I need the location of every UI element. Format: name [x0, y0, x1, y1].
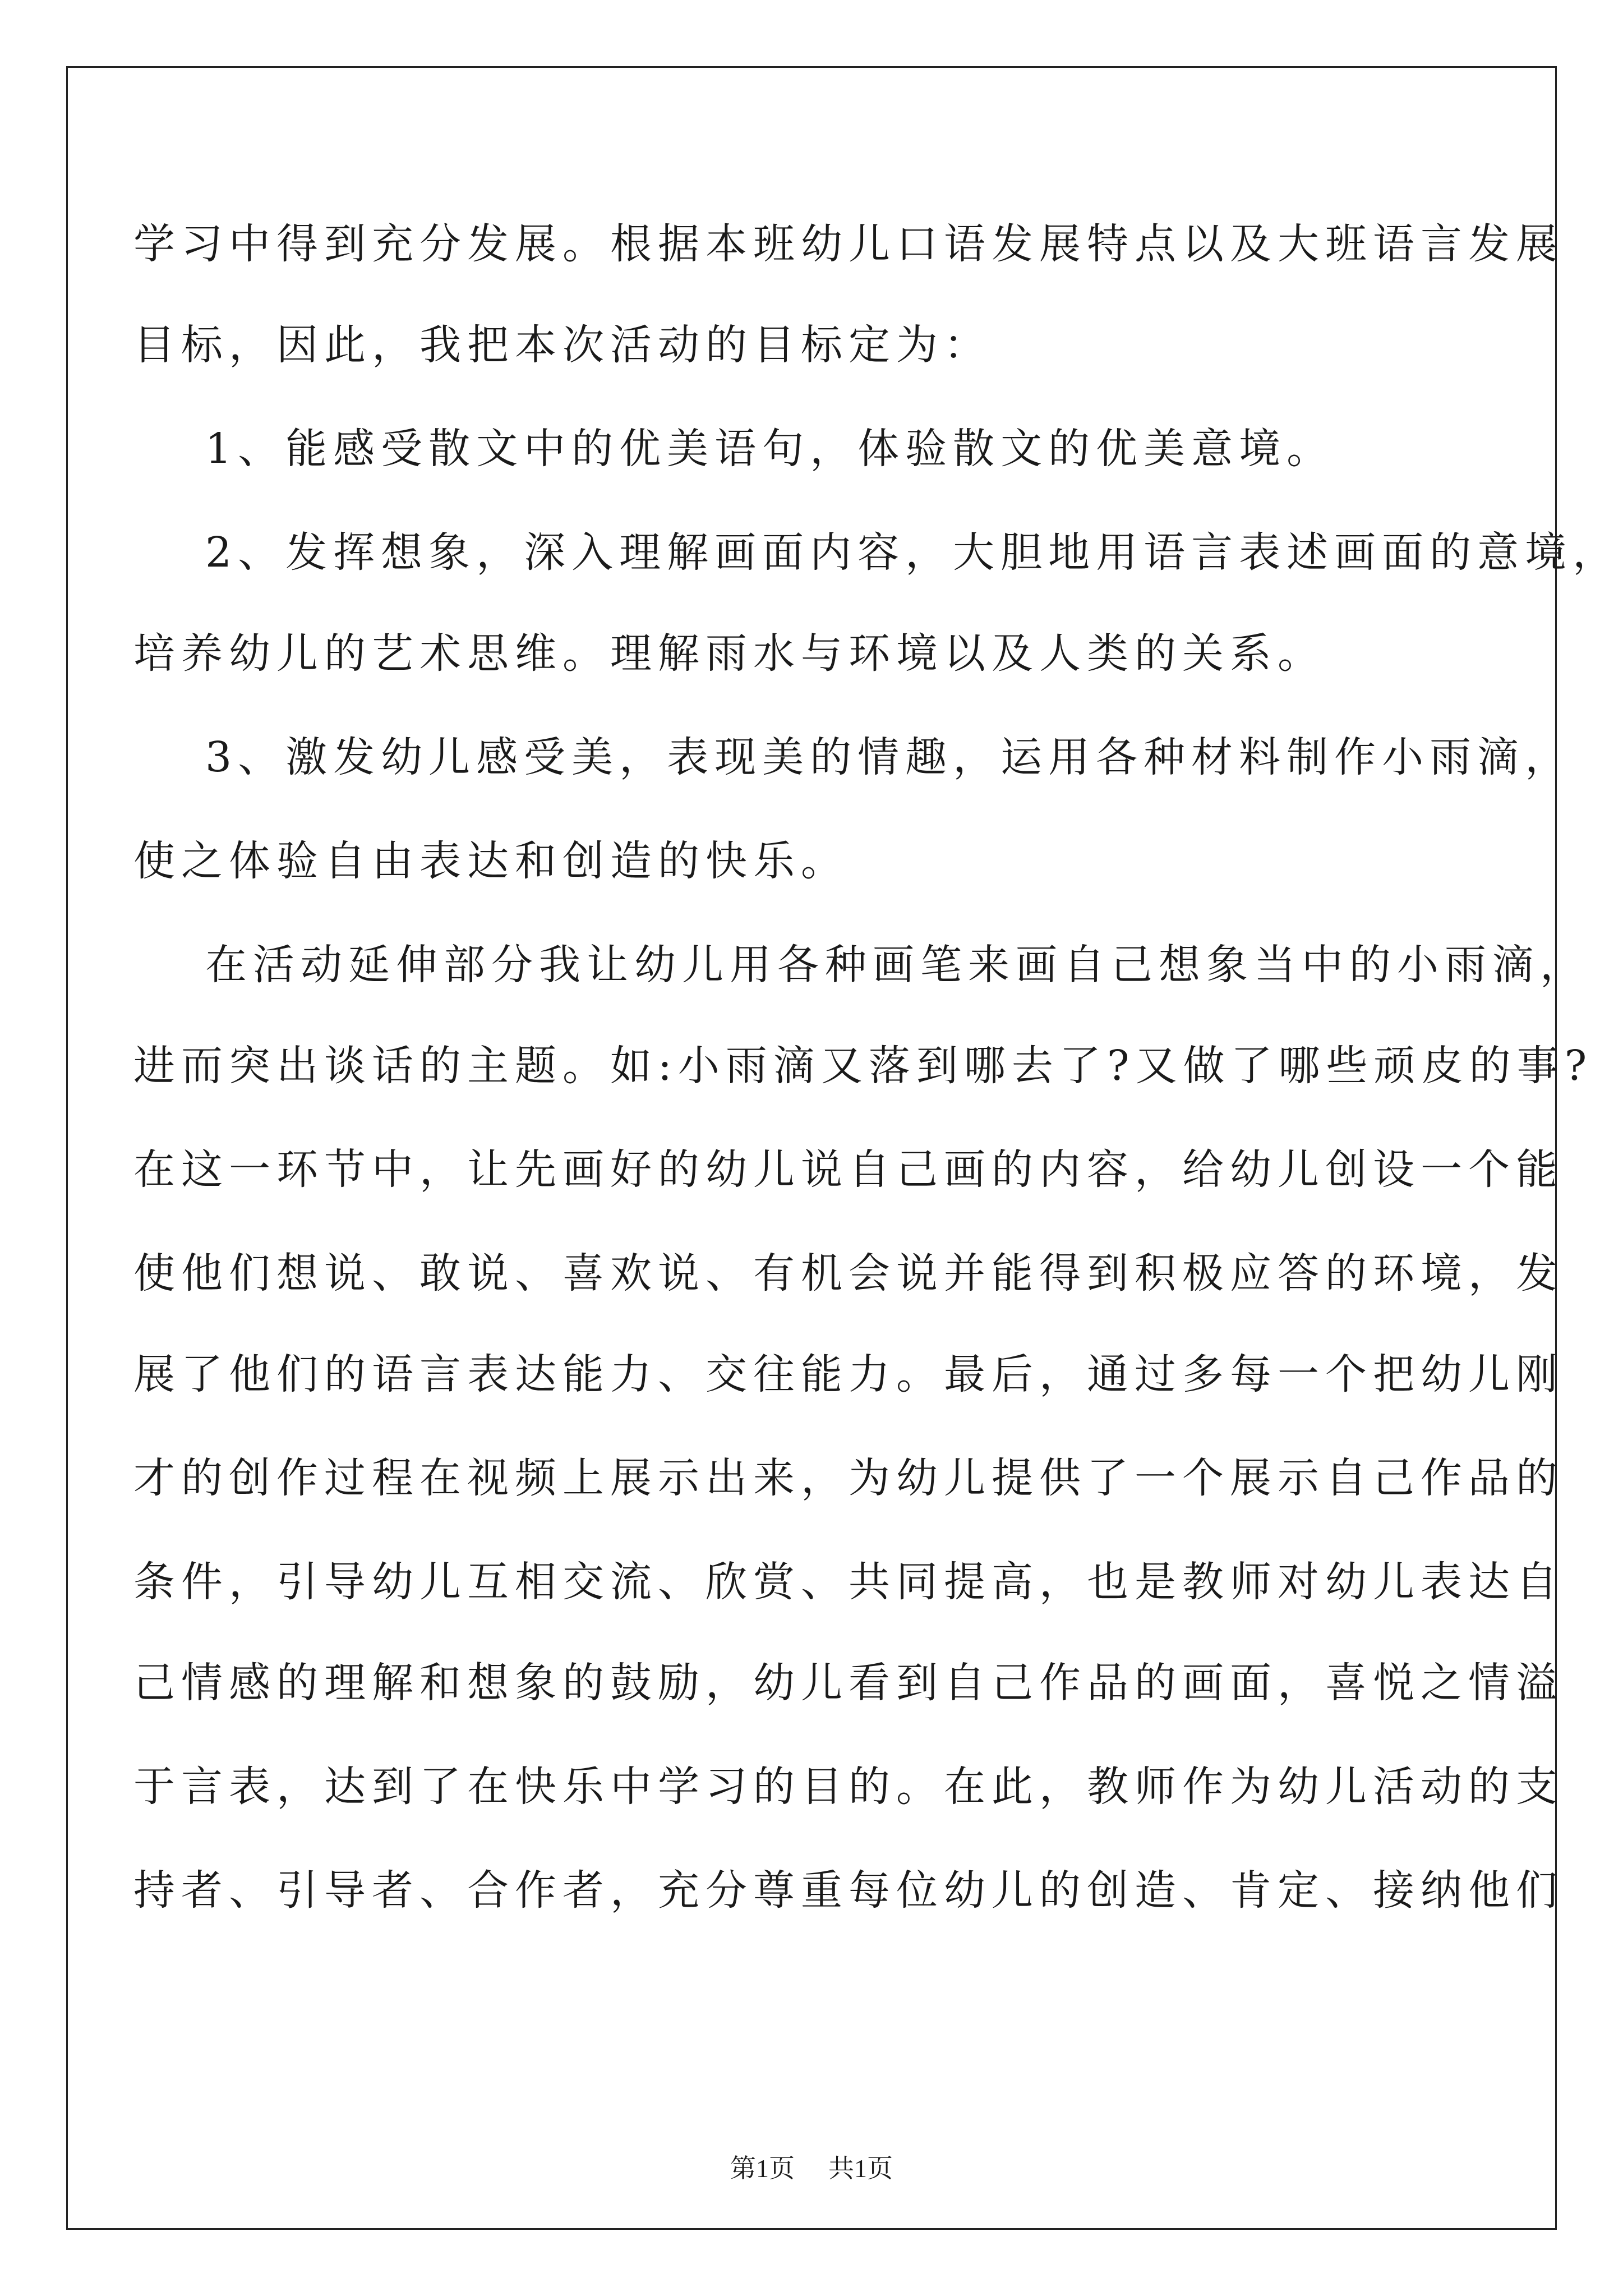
page-number: 第1页 [730, 2154, 795, 2183]
text-line: 于言表，达到了在快乐中学习的目的。在此，教师作为幼儿活动的支 [133, 1763, 1564, 1811]
text-line: 己情感的理解和想象的鼓励，幼儿看到自己作品的画面，喜悦之情溢 [133, 1659, 1564, 1707]
text-line: 使他们想说、敢说、喜欢说、有机会说并能得到积极应答的环境，发 [133, 1249, 1564, 1297]
paragraph-start: 在活动延伸部分我让幼儿用各种画笔来画自己想象当中的小雨滴， [205, 941, 1588, 989]
page-total: 共1页 [828, 2154, 893, 2183]
text-line: 学习中得到充分发展。根据本班幼儿口语发展特点以及大班语言发展 [133, 220, 1564, 268]
text-line: 进而突出谈话的主题。如:小雨滴又落到哪去了?又做了哪些顽皮的事? [133, 1042, 1593, 1090]
text-line: 展了他们的语言表达能力、交往能力。最后，通过多每一个把幼儿刚 [133, 1350, 1564, 1398]
text-line: 培养幼儿的艺术思维。理解雨水与环境以及人类的关系。 [133, 629, 1325, 678]
list-item-3: 3、激发幼儿感受美，表现美的情趣，运用各种材料制作小雨滴， [205, 733, 1573, 781]
page-footer [0, 2152, 1623, 2185]
text-line: 目标，因此，我把本次活动的目标定为： [133, 321, 992, 369]
text-line: 在这一环节中，让先画好的幼儿说自己画的内容，给幼儿创设一个能 [133, 1145, 1564, 1194]
list-item-2: 2、发挥想象，深入理解画面内容，大胆地用语言表述画面的意境， [205, 528, 1621, 577]
text-line: 才的创作过程在视频上展示出来，为幼儿提供了一个展示自己作品的 [133, 1454, 1564, 1502]
text-line: 使之体验自由表达和创造的快乐。 [133, 837, 849, 885]
text-line: 持者、引导者、合作者，充分尊重每位幼儿的创造、肯定、接纳他们 [133, 1866, 1564, 1915]
list-item-1: 1、能感受散文中的优美语句，体验散文的优美意境。 [205, 425, 1335, 473]
text-line: 条件，引导幼儿互相交流、欣赏、共同提高，也是教师对幼儿表达自 [133, 1558, 1564, 1606]
